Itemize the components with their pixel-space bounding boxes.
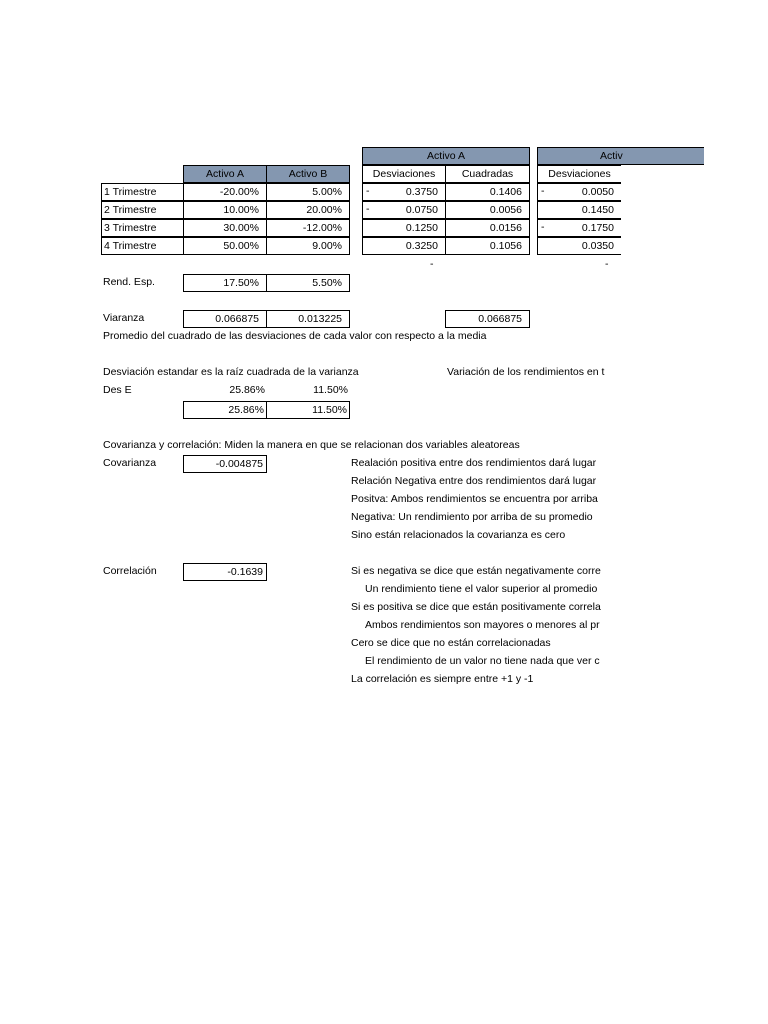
corr-note-3: Si es positiva se dice que están positivamente correla xyxy=(351,601,601,613)
cell-activo-a-1: -20.00% xyxy=(183,183,267,201)
row-label-4: 4 Trimestre xyxy=(101,237,184,255)
cov-title: Covarianza y correlación: Miden la manera en que se relacionan dos variables aleatoreas xyxy=(103,439,520,451)
correlacion-value: -0.1639 xyxy=(183,563,267,581)
des-e-a-box: 25.86% xyxy=(183,401,267,419)
cell-dev-b-3: 0.1750 xyxy=(537,219,621,237)
cell-dev-b-4: 0.0350 xyxy=(537,237,621,255)
correlacion-label: Correlación xyxy=(103,565,157,577)
group-header-activo-b: Activ xyxy=(537,147,704,165)
covarianza-label: Covarianza xyxy=(103,457,157,469)
sign-dev-b-1: - xyxy=(541,185,545,197)
cell-dev-a-1: 0.3750 xyxy=(362,183,446,201)
rend-esp-label: Rend. Esp. xyxy=(103,276,155,288)
col-header-activo-b: Activo B xyxy=(266,165,350,183)
sign-dev-a-1: - xyxy=(366,185,370,197)
cell-dev-a-2: 0.0750 xyxy=(362,201,446,219)
cell-dev-b-1: 0.0050 xyxy=(537,183,621,201)
corr-note-4: Ambos rendimientos son mayores o menores al pr xyxy=(365,619,600,631)
covarianza-value: -0.004875 xyxy=(183,455,267,473)
col-header-cuadradas-a: Cuadradas xyxy=(445,165,530,183)
cell-activo-b-4: 9.00% xyxy=(266,237,350,255)
cov-note-4: Negativa: Un rendimiento por arriba de su promedio xyxy=(351,511,593,523)
col-header-activo-a: Activo A xyxy=(183,165,267,183)
varianza-b: 0.013225 xyxy=(266,310,350,328)
cell-activo-a-4: 50.00% xyxy=(183,237,267,255)
cell-dev-a-4: 0.3250 xyxy=(362,237,446,255)
varianza-note: Promedio del cuadrado de las desviaciones de cada valor con respecto a la media xyxy=(103,330,487,342)
rend-esp-b: 5.50% xyxy=(266,274,350,292)
cell-activo-a-2: 10.00% xyxy=(183,201,267,219)
cell-sq-a-2: 0.0056 xyxy=(445,201,530,219)
cell-sq-a-1: 0.1406 xyxy=(445,183,530,201)
corr-note-2: Un rendimiento tiene el valor superior al promedio xyxy=(365,583,598,595)
cell-dev-a-3: 0.1250 xyxy=(362,219,446,237)
row-label-2: 2 Trimestre xyxy=(101,201,184,219)
corr-note-1: Si es negativa se dice que están negativamente corre xyxy=(351,565,601,577)
cell-sq-a-4: 0.1056 xyxy=(445,237,530,255)
cell-activo-b-2: 20.00% xyxy=(266,201,350,219)
cell-activo-b-1: 5.00% xyxy=(266,183,350,201)
col-header-desviaciones-b: Desviaciones xyxy=(537,165,621,183)
cell-activo-a-3: 30.00% xyxy=(183,219,267,237)
col-header-desviaciones-a: Desviaciones xyxy=(362,165,446,183)
des-e-b-box: 11.50% xyxy=(266,401,350,419)
cell-activo-b-3: -12.00% xyxy=(266,219,350,237)
corr-note-6: El rendimiento de un valor no tiene nada que ver c xyxy=(365,655,600,667)
des-e-label: Des E xyxy=(103,384,132,396)
corr-note-5: Cero se dice que no están correlacionadas xyxy=(351,637,551,649)
group-header-activo-a: Activo A xyxy=(362,147,530,165)
cov-note-3: Positva: Ambos rendimientos se encuentra por arriba xyxy=(351,493,598,505)
cell-dev-b-2: 0.1450 xyxy=(537,201,621,219)
cov-note-2: Relación Negativa entre dos rendimientos dará lugar xyxy=(351,475,597,487)
varianza-a: 0.066875 xyxy=(183,310,267,328)
varianza-label: Viaranza xyxy=(103,312,145,324)
cov-note-5: Sino están relacionados la covarianza es cero xyxy=(351,529,566,541)
des-e-b: 11.50% xyxy=(313,384,348,396)
sign-dev-b-3: - xyxy=(541,221,545,233)
rend-esp-a: 17.50% xyxy=(183,274,267,292)
variacion-note: Variación de los rendimientos en t xyxy=(447,366,605,378)
row-label-3: 3 Trimestre xyxy=(101,219,184,237)
cov-note-1: Realación positiva entre dos rendimientos dará lugar xyxy=(351,457,597,469)
des-e-a: 25.86% xyxy=(229,384,265,396)
desv-note: Desviación estandar es la raíz cuadrada de la varianza xyxy=(103,366,359,378)
corr-note-7: La correlación es siempre entre +1 y -1 xyxy=(351,673,534,685)
cell-sq-a-3: 0.0156 xyxy=(445,219,530,237)
sign-dev-a-2: - xyxy=(366,203,370,215)
row-label-1: 1 Trimestre xyxy=(101,183,184,201)
total-dash-b: - xyxy=(605,258,609,270)
total-dash-a: - xyxy=(430,258,434,270)
varianza-check: 0.066875 xyxy=(445,310,530,328)
